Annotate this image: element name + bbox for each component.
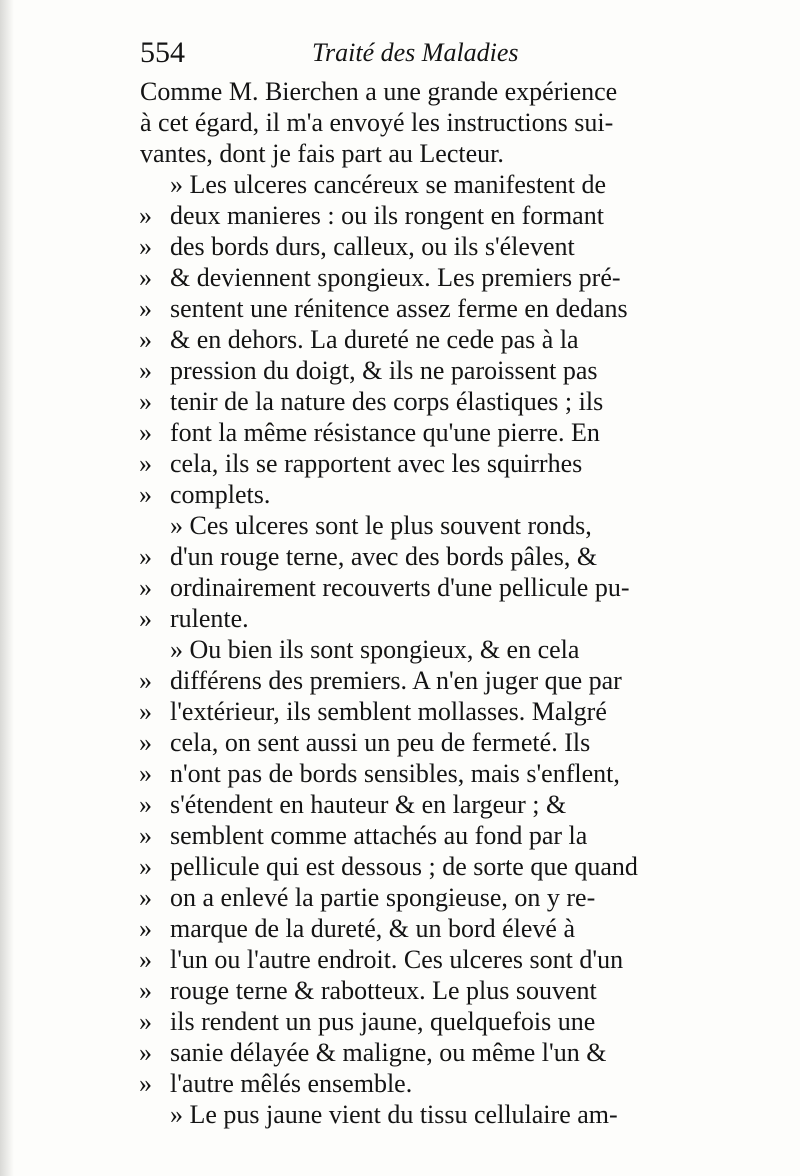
quote-mark: » xyxy=(139,294,152,323)
text-line xyxy=(0,355,800,386)
quote-mark: » xyxy=(139,1038,152,1067)
line-text: complets. xyxy=(170,480,271,509)
line-text: ils rendent un pus jaune, quelquefois une xyxy=(170,1007,596,1036)
text-line xyxy=(0,634,800,665)
text-line xyxy=(0,727,800,758)
quote-mark: » xyxy=(139,201,152,230)
quote-mark: » xyxy=(139,697,152,726)
text-line xyxy=(0,789,800,820)
line-text: tenir de la nature des corps élastiques ; ils xyxy=(170,387,604,416)
text-line xyxy=(0,1006,800,1037)
quote-mark: » xyxy=(139,542,152,571)
quote-mark: » xyxy=(139,573,152,602)
line-text: deux manieres : ou ils rongent en formant xyxy=(170,201,604,230)
line-text: différens des premiers. A n'en juger que par xyxy=(170,666,622,695)
quote-mark: » xyxy=(139,480,152,509)
line-text: semblent comme attachés au fond par la xyxy=(170,821,588,850)
quote-mark: » xyxy=(139,821,152,850)
line-text: & deviennent spongieux. Les premiers pré- xyxy=(170,263,621,292)
text-line xyxy=(0,107,800,138)
text-line xyxy=(0,76,800,107)
text-line xyxy=(0,1037,800,1068)
line-text: » Ces ulceres sont le plus souvent ronds, xyxy=(170,511,592,540)
line-text: n'ont pas de bords sensibles, mais s'enflent, xyxy=(170,759,620,788)
body-text xyxy=(0,76,800,1130)
line-text: » Les ulceres cancéreux se manifestent de xyxy=(170,170,607,199)
quote-mark: » xyxy=(139,1007,152,1036)
quote-mark: » xyxy=(139,418,152,447)
text-line xyxy=(0,169,800,200)
line-text: font la même résistance qu'une pierre. En xyxy=(170,418,600,447)
line-text: pression du doigt, & ils ne paroissent pas xyxy=(170,356,598,385)
line-text: sentent une rénitence assez ferme en dedans xyxy=(170,294,628,323)
quote-mark: » xyxy=(139,232,152,261)
text-line xyxy=(0,138,800,169)
line-text: » Le pus jaune vient du tissu cellulaire am- xyxy=(170,1100,618,1129)
quote-mark: » xyxy=(139,945,152,974)
line-text: l'un ou l'autre endroit. Ces ulceres sont d'un xyxy=(170,945,624,974)
line-text: sanie délayée & maligne, ou même l'un & xyxy=(170,1038,607,1067)
text-line xyxy=(0,882,800,913)
text-line xyxy=(0,913,800,944)
quote-mark: » xyxy=(139,666,152,695)
line-text: & en dehors. La dureté ne cede pas à la xyxy=(170,325,579,354)
text-line xyxy=(0,448,800,479)
page-number: 554 xyxy=(140,36,185,69)
line-text: rulente. xyxy=(170,604,249,633)
quote-mark: » xyxy=(139,356,152,385)
text-line xyxy=(0,665,800,696)
quote-mark: » xyxy=(139,604,152,633)
text-line xyxy=(0,1099,800,1130)
quote-mark: » xyxy=(139,449,152,478)
text-line xyxy=(0,262,800,293)
quote-mark: » xyxy=(139,1069,152,1098)
line-text: l'autre mêlés ensemble. xyxy=(170,1069,413,1098)
text-line xyxy=(0,324,800,355)
text-line xyxy=(0,572,800,603)
page-header xyxy=(0,36,800,76)
quote-mark: » xyxy=(139,790,152,819)
text-line xyxy=(0,603,800,634)
text-line xyxy=(0,231,800,262)
quote-mark: » xyxy=(139,387,152,416)
line-text: on a enlevé la partie spongieuse, on y re- xyxy=(170,883,596,912)
line-text: à cet égard, il m'a envoyé les instructions sui- xyxy=(140,108,614,137)
text-line xyxy=(0,944,800,975)
quote-mark: » xyxy=(139,728,152,757)
text-line xyxy=(0,758,800,789)
quote-mark: » xyxy=(139,759,152,788)
text-line xyxy=(0,1068,800,1099)
line-text: s'étendent en hauteur & en largeur ; & xyxy=(170,790,567,819)
line-text: » Ou bien ils sont spongieux, & en cela xyxy=(170,635,580,664)
quote-mark: » xyxy=(139,852,152,881)
quote-mark: » xyxy=(139,325,152,354)
text-line xyxy=(0,975,800,1006)
text-line xyxy=(0,200,800,231)
text-line xyxy=(0,851,800,882)
quote-mark: » xyxy=(139,976,152,1005)
text-line xyxy=(0,293,800,324)
line-text: des bords durs, calleux, ou ils s'élevent xyxy=(170,232,575,261)
quote-mark: » xyxy=(139,883,152,912)
line-text: rouge terne & rabotteux. Le plus souvent xyxy=(170,976,597,1005)
line-text: ordinairement recouverts d'une pellicule pu- xyxy=(170,573,630,602)
line-text: cela, ils se rapportent avec les squirrhes xyxy=(170,449,583,478)
line-text: d'un rouge terne, avec des bords pâles, & xyxy=(170,542,598,571)
text-line xyxy=(0,510,800,541)
text-line xyxy=(0,820,800,851)
line-text: l'extérieur, ils semblent mollasses. Malgré xyxy=(170,697,607,726)
running-title: Traité des Maladies xyxy=(312,38,519,67)
text-line xyxy=(0,479,800,510)
line-text: vantes, dont je fais part au Lecteur. xyxy=(140,139,504,168)
text-line xyxy=(0,417,800,448)
line-text: Comme M. Bierchen a une grande expérience xyxy=(140,77,618,106)
quote-mark: » xyxy=(139,914,152,943)
quote-mark: » xyxy=(139,263,152,292)
text-line xyxy=(0,386,800,417)
line-text: cela, on sent aussi un peu de fermeté. Ils xyxy=(170,728,591,757)
text-line xyxy=(0,541,800,572)
line-text: marque de la dureté, & un bord élevé à xyxy=(170,914,575,943)
line-text: pellicule qui est dessous ; de sorte que quand xyxy=(170,852,638,881)
text-line xyxy=(0,696,800,727)
